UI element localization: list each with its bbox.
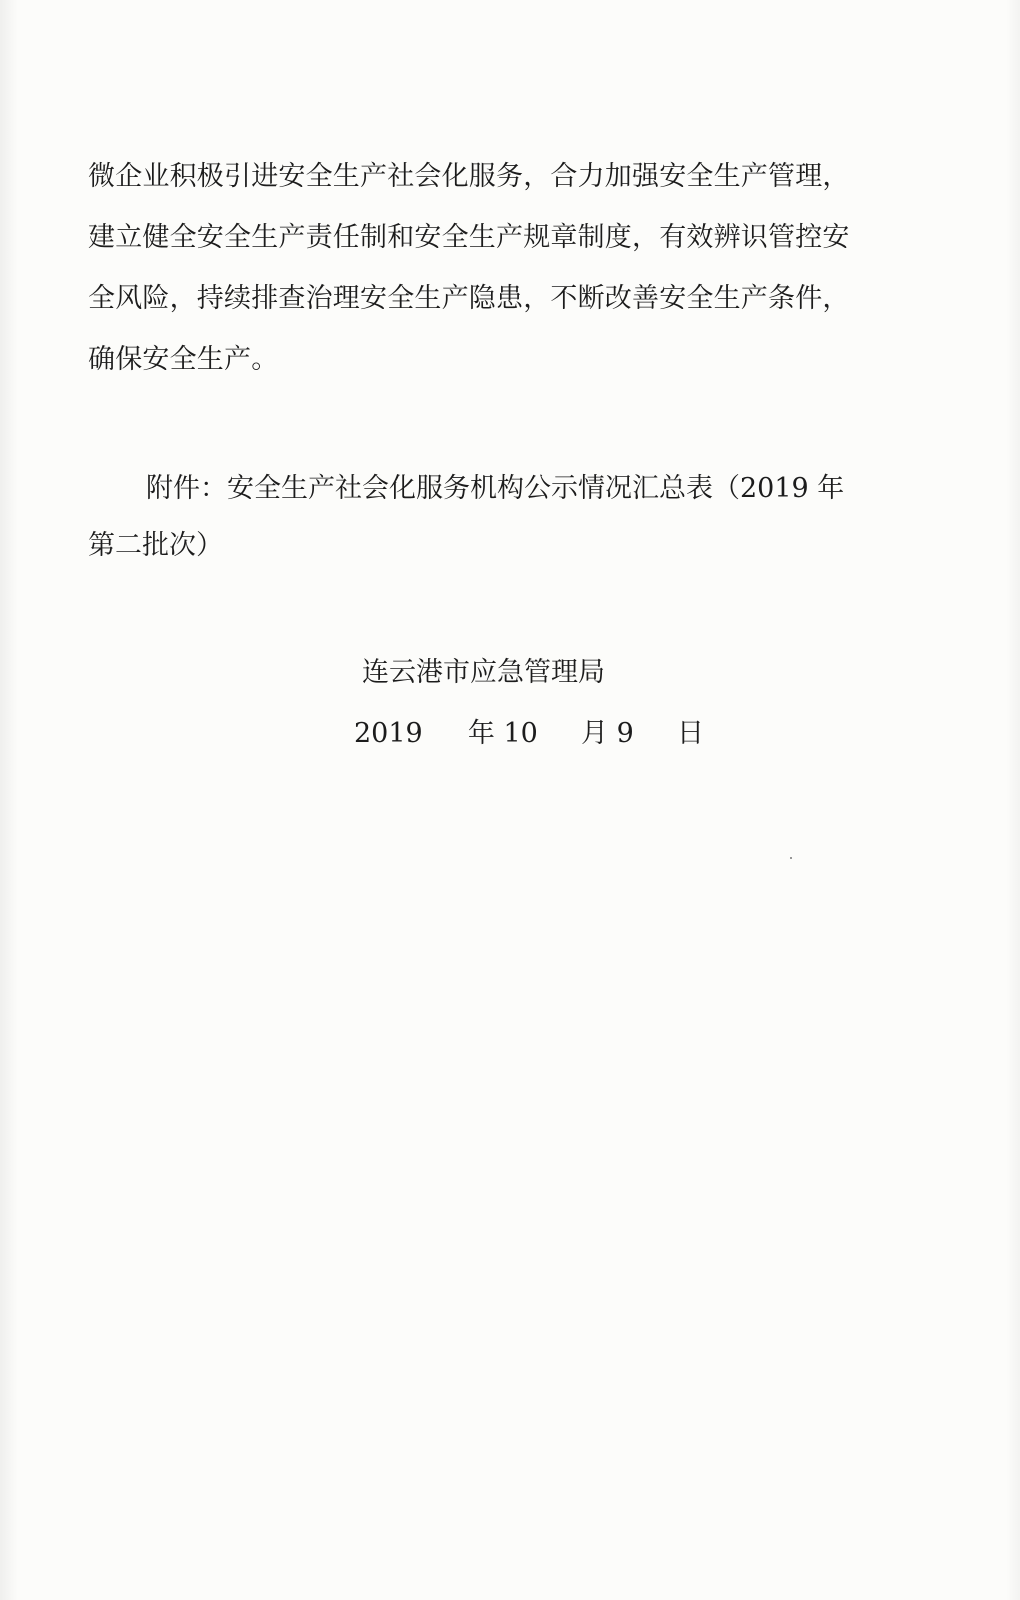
body-line-3: 全风险，持续排查治理安全生产隐患，不断改善安全生产条件，: [88, 283, 850, 314]
date-month: 10: [503, 718, 538, 749]
issue-date: [354, 711, 704, 750]
attachment-note: [88, 460, 868, 574]
body-line-1: 微企业积极引进安全生产社会化服务，合力加强安全生产管理，: [88, 161, 850, 192]
scan-speck: [790, 857, 792, 859]
date-year-unit: 年: [467, 718, 495, 749]
attachment-line-2: 第二批次）: [88, 530, 223, 561]
date-day-unit: 日: [677, 718, 705, 749]
date-year: 2019: [354, 718, 423, 749]
body-line-2: 建立健全安全生产责任制和安全生产规章制度，有效辨识管控安: [88, 222, 850, 253]
body-paragraph: [88, 146, 868, 390]
issuing-organization: 连云港市应急管理局: [362, 657, 605, 688]
attachment-line-1: 附件：安全生产社会化服务机构公示情况汇总表（2019 年: [146, 473, 845, 504]
date-day: 9: [616, 718, 634, 749]
body-line-4: 确保安全生产。: [88, 344, 279, 375]
date-month-unit: 月: [581, 718, 609, 749]
